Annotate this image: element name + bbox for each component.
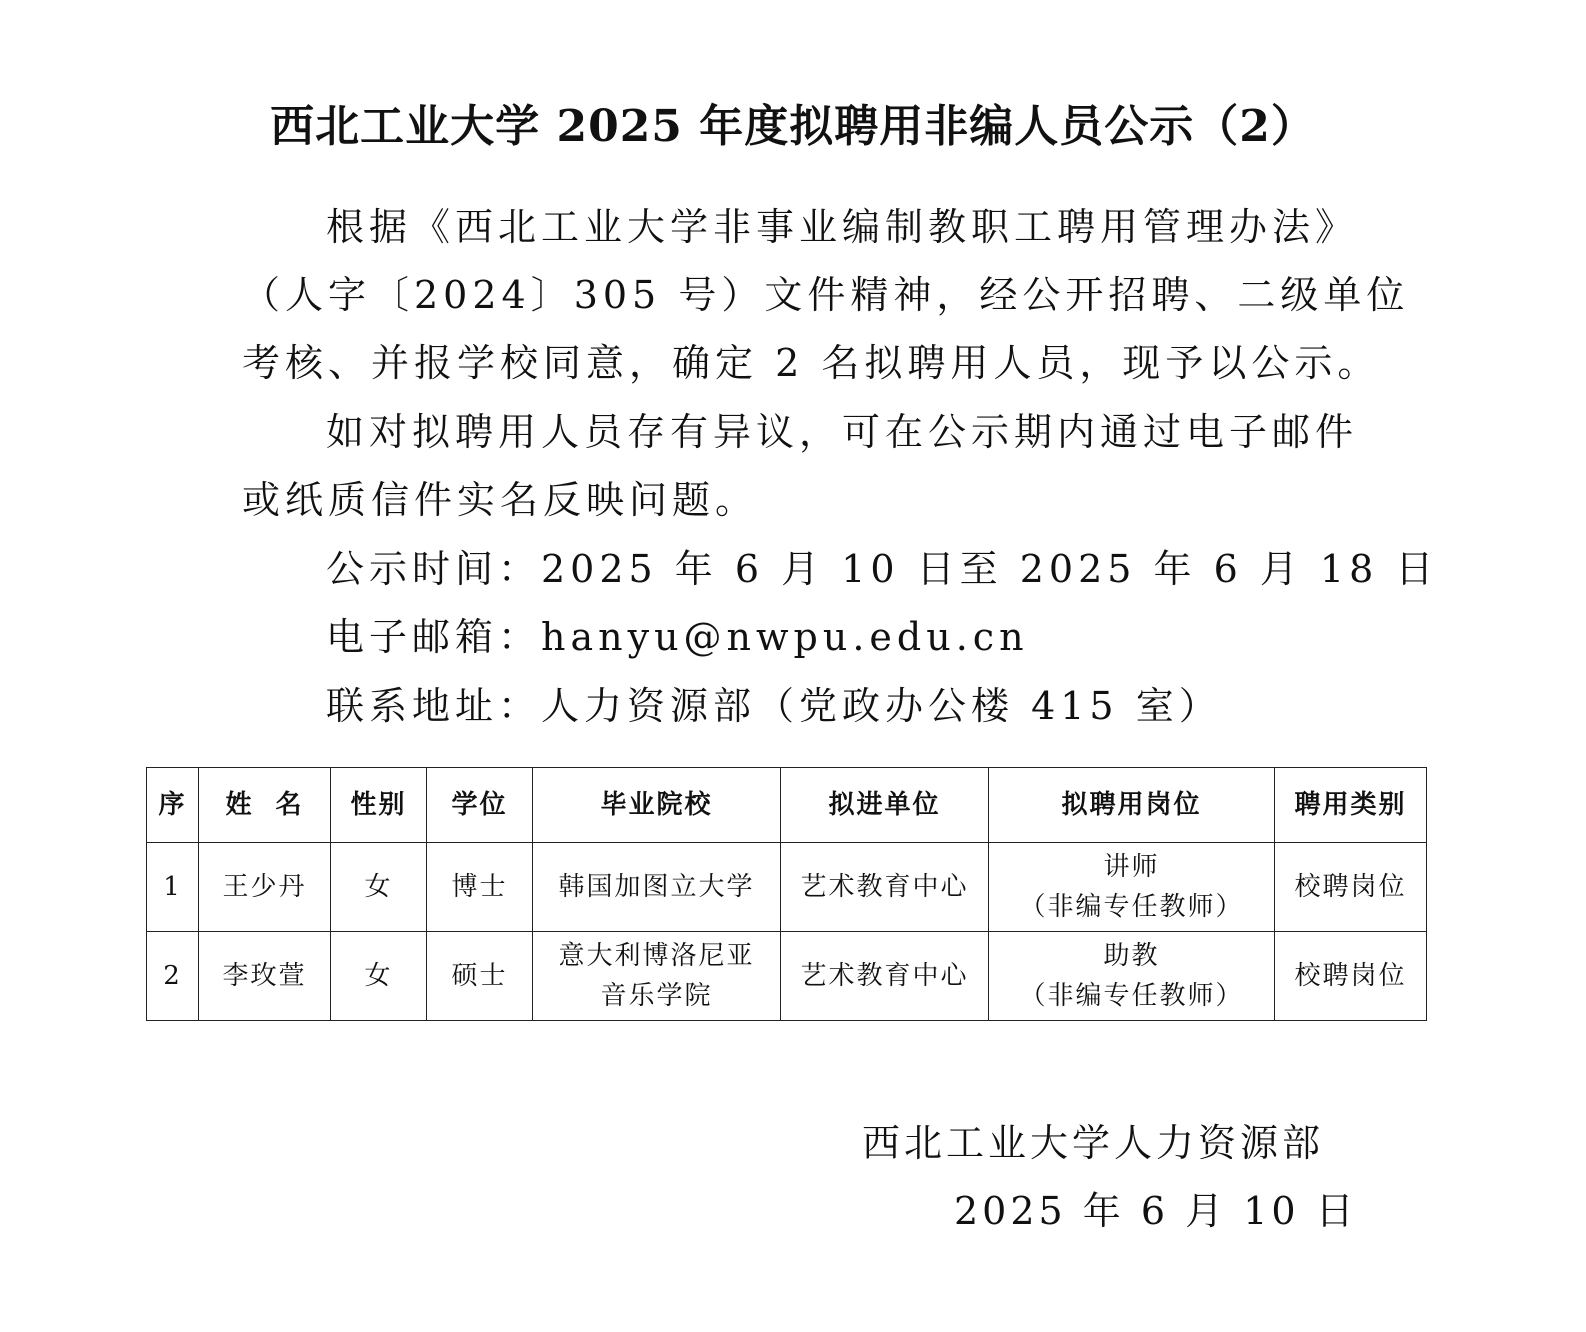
cell-no: 1 xyxy=(147,843,199,932)
issue-date: 2025 年 6 月 10 日 xyxy=(954,1189,1358,1233)
cell-no: 2 xyxy=(147,932,199,1021)
cell-position-line-1: 助教 xyxy=(1103,941,1160,971)
contact-email: 电子邮箱：hanyu@nwpu.edu.cn xyxy=(326,615,1029,659)
cell-degree: 博士 xyxy=(427,843,533,932)
table-row xyxy=(147,843,1427,932)
announcement-period: 公示时间：2025 年 6 月 10 日至 2025 年 6 月 18 日 xyxy=(326,547,1439,591)
header-no: 序 xyxy=(147,768,199,843)
cell-position-line-2: （非编专任教师） xyxy=(1019,981,1244,1011)
paragraph-1-line-3: 考核、并报学校同意，确定 2 名拟聘用人员，现予以公示。 xyxy=(242,341,1381,385)
paragraph-2-line-2: 或纸质信件实名反映问题。 xyxy=(242,478,759,522)
cell-category: 校聘岗位 xyxy=(1275,932,1427,1021)
header-gender: 性别 xyxy=(331,768,427,843)
candidate-table xyxy=(146,767,1427,1021)
cell-school xyxy=(533,932,781,1021)
header-category: 聘用类别 xyxy=(1275,768,1427,843)
cell-position-line-2: （非编专任教师） xyxy=(1019,892,1244,922)
cell-school-line-1: 意大利博洛尼亚 xyxy=(558,941,755,971)
contact-address: 联系地址：人力资源部（党政办公楼 415 室） xyxy=(326,684,1222,728)
page-title: 西北工业大学 2025 年度拟聘用非编人员公示（2） xyxy=(270,101,1316,152)
cell-unit: 艺术教育中心 xyxy=(781,843,989,932)
cell-gender: 女 xyxy=(331,932,427,1021)
cell-name: 王少丹 xyxy=(199,843,331,932)
table-header-row xyxy=(147,768,1427,843)
header-school: 毕业院校 xyxy=(533,768,781,843)
cell-school xyxy=(533,843,781,932)
table-row xyxy=(147,932,1427,1021)
cell-category: 校聘岗位 xyxy=(1275,843,1427,932)
header-degree: 学位 xyxy=(427,768,533,843)
cell-position xyxy=(989,843,1275,932)
cell-gender: 女 xyxy=(331,843,427,932)
cell-degree: 硕士 xyxy=(427,932,533,1021)
header-name: 姓 名 xyxy=(199,768,331,843)
cell-name: 李玫萱 xyxy=(199,932,331,1021)
cell-school-line-2: 音乐学院 xyxy=(600,981,713,1011)
cell-school-line-1: 韩国加图立大学 xyxy=(558,872,755,902)
header-position: 拟聘用岗位 xyxy=(989,768,1275,843)
cell-position-line-1: 讲师 xyxy=(1103,852,1160,882)
paragraph-1-line-1: 根据《西北工业大学非事业编制教职工聘用管理办法》 xyxy=(326,205,1359,249)
paragraph-2-line-1: 如对拟聘用人员存有异议，可在公示期内通过电子邮件 xyxy=(326,410,1359,454)
cell-position xyxy=(989,932,1275,1021)
header-unit: 拟进单位 xyxy=(781,768,989,843)
issuer-signature: 西北工业大学人力资源部 xyxy=(862,1121,1325,1165)
cell-unit: 艺术教育中心 xyxy=(781,932,989,1021)
paragraph-1-line-2: （人字〔2024〕305 号）文件精神，经公开招聘、二级单位 xyxy=(242,273,1410,317)
